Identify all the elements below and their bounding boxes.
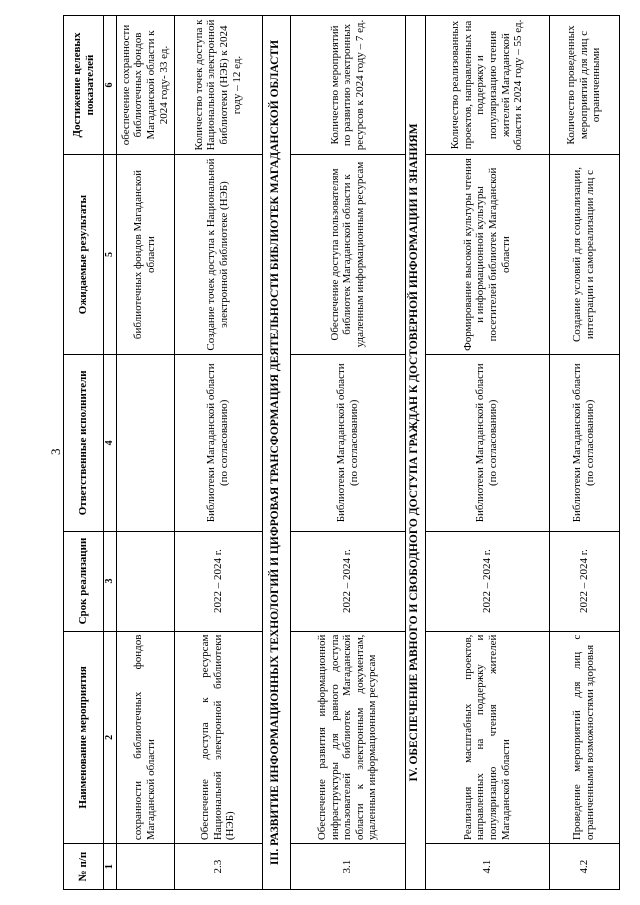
table-row-3-1 [290,16,405,890]
row-num: 3.1 [290,844,405,890]
header-term: Срок реализации [64,531,104,631]
header-exec: Ответственные исполнители [64,355,104,531]
table-row-4-2 [549,16,619,890]
row-target: Количество реализованных проектов, направленных на поддержку и популяризацию чтения жителей Магаданской области к 2024 году – 55 ед. [425,16,549,155]
row-result: Создание условий для социализации, интеграции и самореализации лиц с [549,155,619,355]
col-number-1: 1 [104,844,117,890]
row-exec: Библиотеки Магаданской области (по согласованию) [425,355,549,531]
col-number-3: 3 [104,531,117,631]
section-3-row [262,16,290,890]
page-number: 3 [48,448,63,455]
row-term: 2022 – 2024 г. [549,531,619,631]
row-target: Количество точек доступа к Национальной электронной библиотеки (НЭБ) к 2024 году – 12 ед. [174,16,262,155]
row-result: Формирование высокой культуры чтения и информационной культуры посетителей библиотек Магаданской области [425,155,549,355]
section-4-row [405,16,425,890]
row-target: Количество проведенных мероприятий для лиц с ограниченными [549,16,619,155]
row-num: 2.3 [174,844,262,890]
rotated-table-container [63,15,618,890]
column-number-row [104,16,117,890]
row-term: 2022 – 2024 г. [425,531,549,631]
col-number-5: 5 [104,155,117,355]
row-term: 2022 – 2024 г. [290,531,405,631]
header-target: Достижение целевых показателей [64,16,104,155]
col-number-2: 2 [104,631,117,844]
row-name: Обеспечение развития информационной инфраструктуры для равного доступа пользователей библиотек Магаданской области к электронным документам, удаленным информационным ресурсам [290,631,405,844]
header-result: Ожидаемые результаты [64,155,104,355]
table-row-continued [116,16,174,890]
row-name: Обеспечение доступа к ресурсам Национальной электронной библиотеки (НЭБ) [174,631,262,844]
row-cont-name: сохранности библиотечных фондов Магаданской области [116,631,174,844]
row-result: Создание точек доступа к Национальной электронной библиотеке (НЭБ) [174,155,262,355]
row-cont-term [116,531,174,631]
header-num: № п/п [64,844,104,890]
row-name: Реализация масштабных проектов, направленных на поддержку и популяризацию чтения жителей Магаданской области [425,631,549,844]
row-cont-result: библиотечных фондов Магаданской области [116,155,174,355]
header-row [64,16,104,890]
row-cont-target: обеспечение сохранности библиотечных фондов Магаданской области к 2024 году- 33 ед. [116,16,174,155]
row-cont-num [116,844,174,890]
row-exec: Библиотеки Магаданской области (по согласованию) [174,355,262,531]
row-num: 4.1 [425,844,549,890]
plan-table [63,15,620,890]
table-row-4-1 [425,16,549,890]
row-result: Обеспечение доступа пользователям библиотек Магаданской области к удаленным информационным ресурсам [290,155,405,355]
section-3-title: III. РАЗВИТИЕ ИНФОРМАЦИОННЫХ ТЕХНОЛОГИЙ И ЦИФРОВАЯ ТРАНСФОРМАЦИЯ ДЕЯТЕЛЬНОСТИ БИБЛИОТЕК МАГАДАНСКОЙ ОБЛАСТИ [262,16,290,890]
col-number-6: 6 [104,16,117,155]
header-name: Наименование мероприятия [64,631,104,844]
row-exec: Библиотеки Магаданской области (по согласованию) [290,355,405,531]
row-name: Проведение мероприятий для лиц с ограниченными возможностями здоровья [549,631,619,844]
row-term: 2022 – 2024 г. [174,531,262,631]
row-exec: Библиотеки Магаданской области (по согласованию) [549,355,619,531]
row-num: 4.2 [549,844,619,890]
col-number-4: 4 [104,355,117,531]
row-cont-exec [116,355,174,531]
row-target: Количество мероприятий по развитию электронных ресурсов к 2024 году – 7 ед. [290,16,405,155]
section-4-title: IV. ОБЕСПЕЧЕНИЕ РАВНОГО И СВОБОДНОГО ДОСТУПА ГРАЖДАН К ДОСТОВЕРНОЙ ИНФОРМАЦИИ И ЗНАНИЯМ [405,16,425,890]
table-row-2-3 [174,16,262,890]
